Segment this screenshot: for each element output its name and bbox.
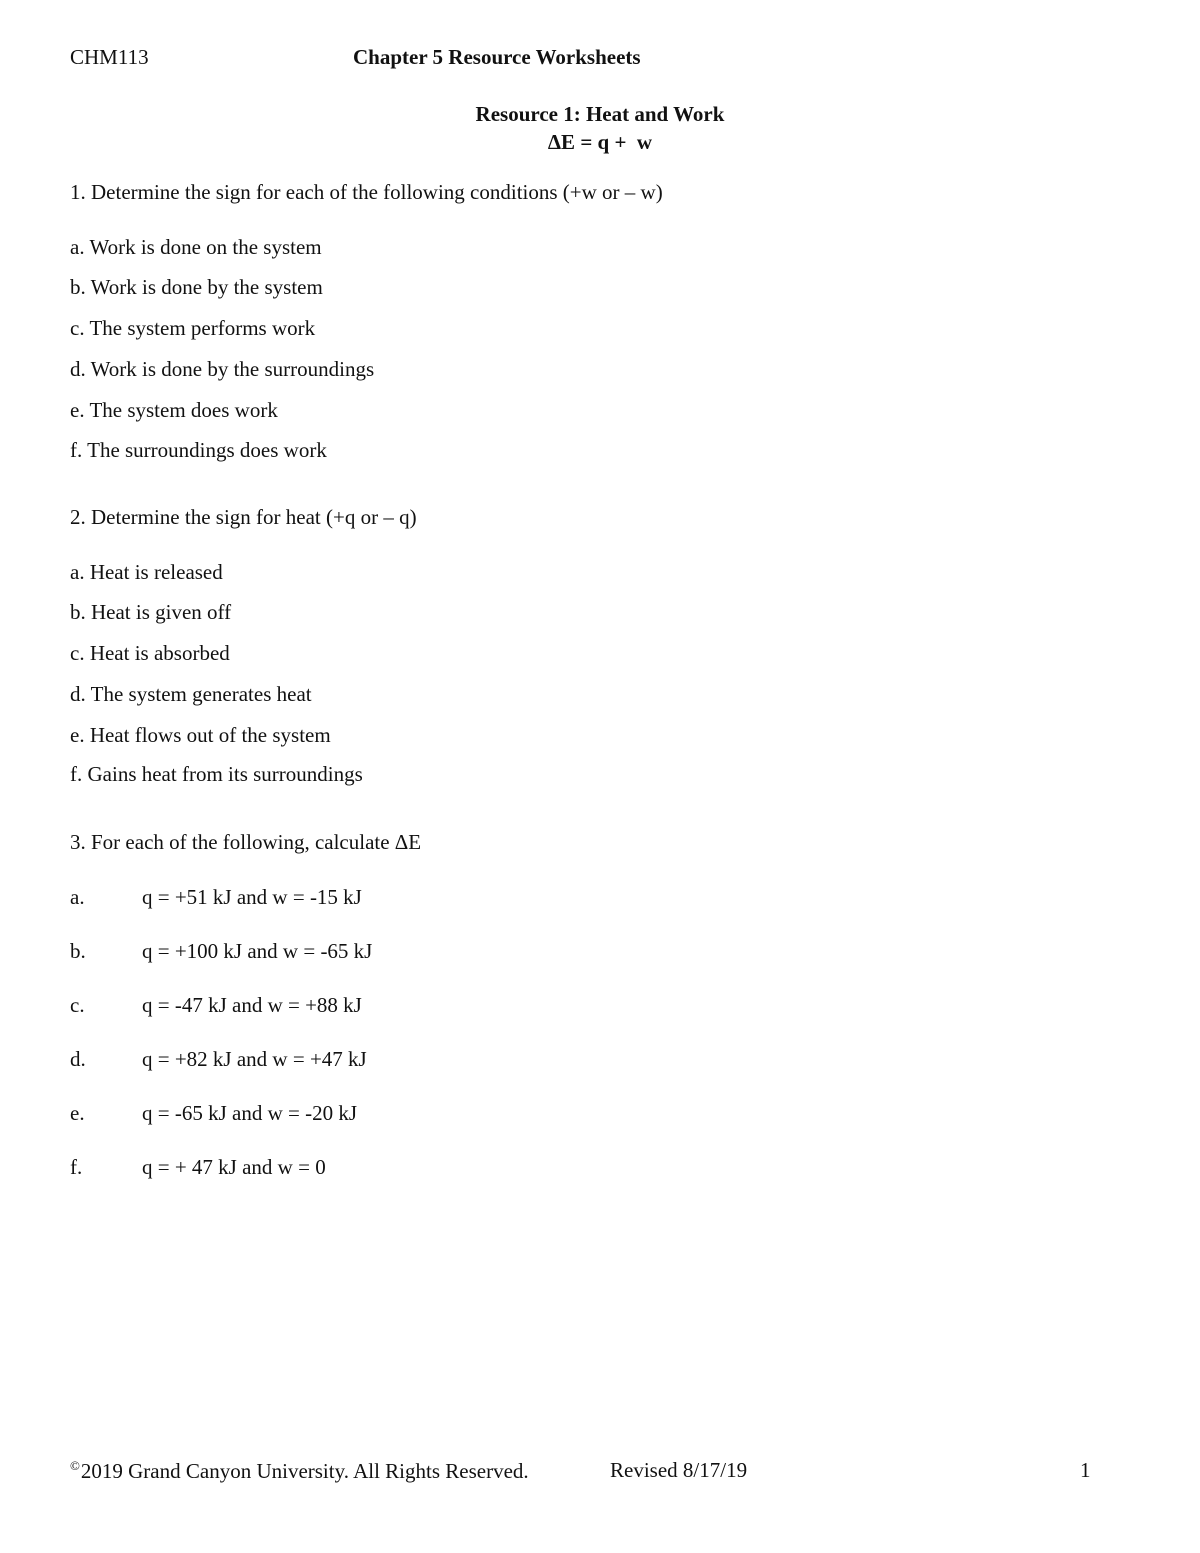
question-2-item-e: e. Heat flows out of the system [70, 723, 331, 747]
question-2-item-b: b. Heat is given off [70, 600, 232, 624]
calc-f-expression: q = + 47 kJ and w = 0 [142, 1155, 326, 1179]
question-1-prompt: 1. Determine the sign for each of the following conditions (+w or – w) [70, 180, 663, 204]
calc-b-expression: q = +100 kJ and w = -65 kJ [142, 939, 373, 963]
calc-c-letter: c. [70, 993, 85, 1017]
resource-equation: ΔE = q + w [547, 130, 653, 154]
calc-f-letter: f. [70, 1155, 83, 1179]
question-1-item-d: d. Work is done by the surroundings [70, 357, 375, 381]
footer-revised: Revised 8/17/19 [610, 1458, 748, 1482]
question-2-prompt: 2. Determine the sign for heat (+q or – q) [70, 505, 417, 529]
course-code: CHM113 [70, 45, 149, 69]
question-1-item-b: b. Work is done by the system [70, 275, 323, 299]
calc-a-letter: a. [70, 885, 85, 909]
footer-copyright [70, 1458, 529, 1484]
question-2-item-d: d. The system generates heat [70, 682, 312, 706]
resource-heading [460, 100, 740, 156]
question-1-item-e: e. The system does work [70, 398, 278, 422]
calc-e-letter: e. [70, 1101, 85, 1125]
question-2-item-c: c. Heat is absorbed [70, 641, 230, 665]
chapter-title: Chapter 5 Resource Worksheets [353, 45, 641, 69]
question-1-item-c: c. The system performs work [70, 316, 316, 340]
copyright-symbol: © [70, 1458, 80, 1473]
question-2-item-f: f. Gains heat from its surroundings [70, 762, 363, 786]
resource-title: Resource 1: Heat and Work [475, 102, 725, 126]
copyright-text: 2019 Grand Canyon University. All Rights Reserved. [80, 1459, 529, 1483]
calc-b-letter: b. [70, 939, 86, 963]
question-3-prompt: 3. For each of the following, calculate ΔE [70, 830, 422, 854]
question-1-item-a: a. Work is done on the system [70, 235, 322, 259]
question-2-item-a: a. Heat is released [70, 560, 223, 584]
calc-e-expression: q = -65 kJ and w = -20 kJ [142, 1101, 358, 1125]
calc-d-letter: d. [70, 1047, 86, 1071]
page-number: 1 [1080, 1458, 1091, 1482]
question-1-item-f: f. The surroundings does work [70, 438, 327, 462]
calc-c-expression: q = -47 kJ and w = +88 kJ [142, 993, 362, 1017]
calc-a-expression: q = +51 kJ and w = -15 kJ [142, 885, 362, 909]
calc-d-expression: q = +82 kJ and w = +47 kJ [142, 1047, 367, 1071]
